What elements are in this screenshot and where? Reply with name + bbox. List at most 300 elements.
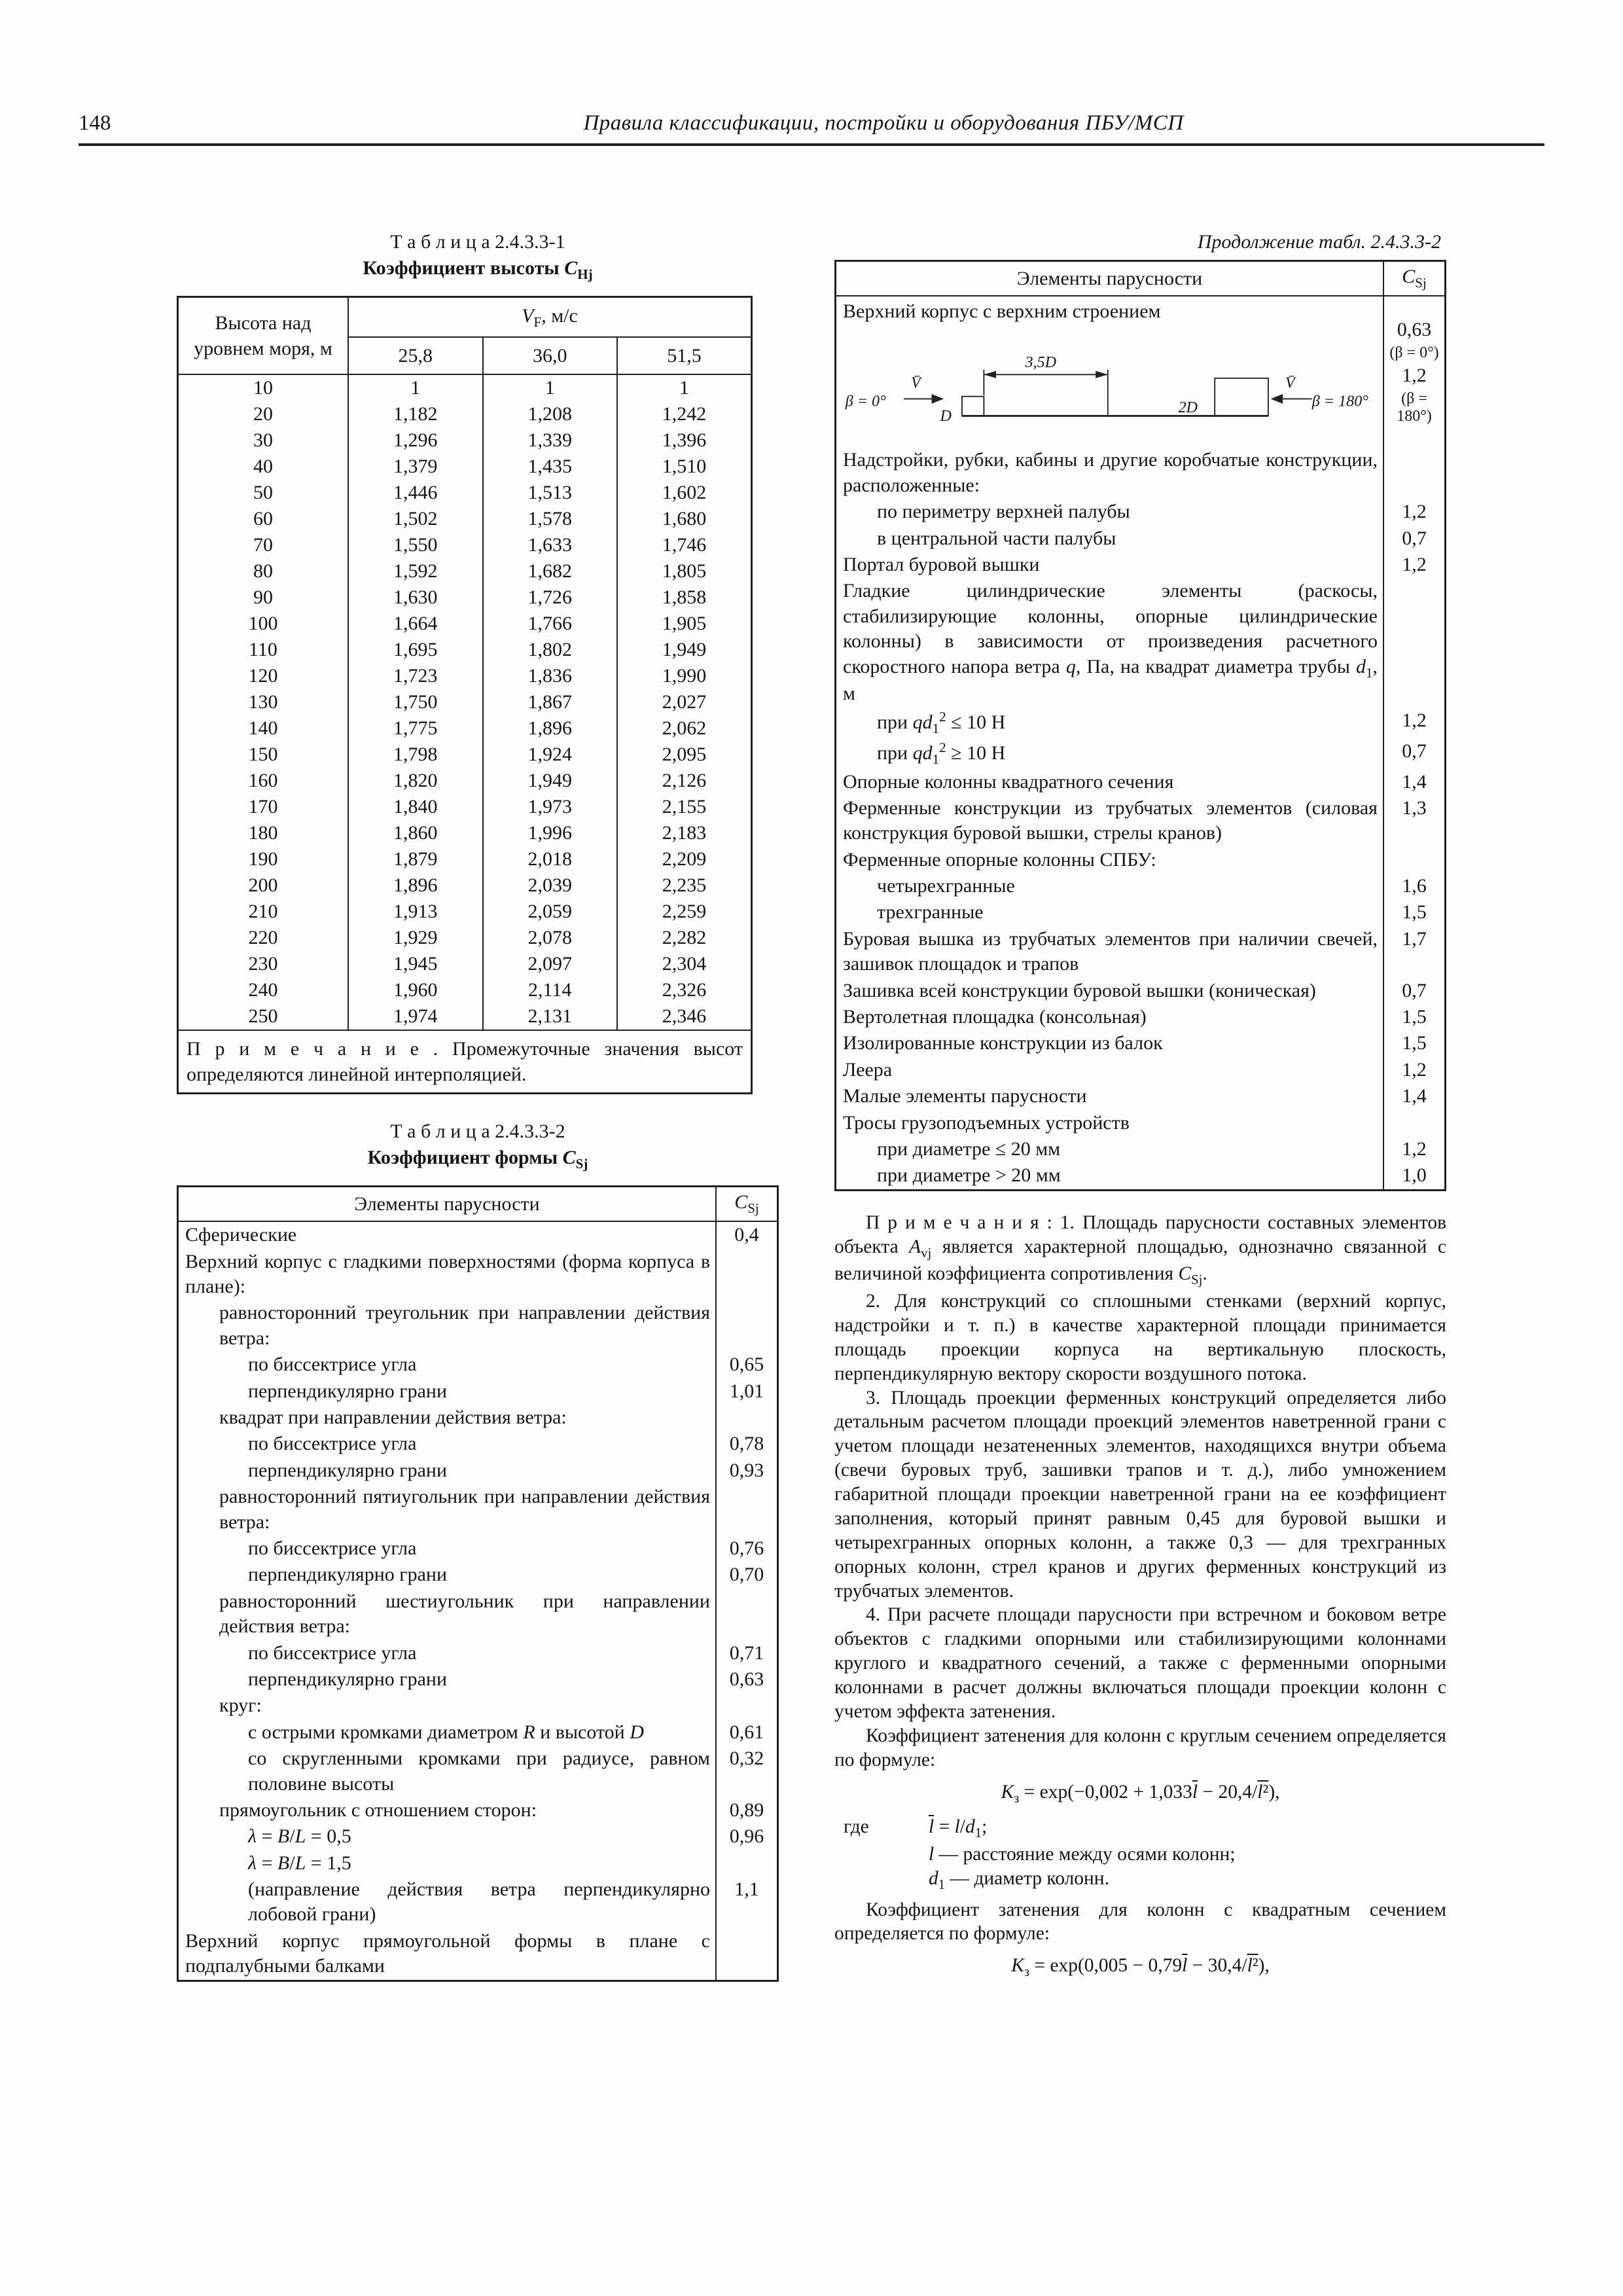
height-coefficient-table: [177, 296, 753, 1094]
table-row: [178, 480, 752, 506]
coefficient-cell: 1,695: [348, 637, 483, 663]
coef-beta-0: 0,63: [1397, 319, 1432, 341]
height-cell: 60: [178, 506, 349, 532]
coefficient-cell: 1,945: [348, 951, 483, 977]
table-row: [178, 558, 752, 584]
table2-title: Коэффициент формы $C_{Sj}$: [367, 1147, 588, 1172]
coefficient-value: 0,32: [716, 1746, 778, 1797]
table-row: [836, 526, 1446, 552]
table-row: [178, 1876, 778, 1928]
coefficient-value: [1383, 578, 1446, 707]
coefficient-value: 1,5: [1383, 899, 1446, 925]
element-label: по биссектрисе угла: [248, 1354, 417, 1376]
coefficient-value: 1,2: [1383, 552, 1446, 578]
height-cell: 70: [178, 532, 349, 558]
table-row: [178, 427, 752, 454]
coefficient-cell: 1,879: [348, 846, 483, 872]
height-cell: 120: [178, 663, 349, 689]
table-row: [178, 977, 752, 1003]
coefficient-cell: 1,513: [483, 480, 618, 506]
coefficient-cell: 2,114: [483, 977, 618, 1003]
coefficient-value: 1,2: [1383, 1136, 1446, 1162]
shading-formula-square-columns: $K_з = \exp(0,005 - 0,79\overline{l} - 30,4/l^2)$,: [1011, 1955, 1270, 1980]
table-row: [178, 1221, 778, 1248]
table-row: [836, 1030, 1446, 1056]
element-label: Надстройки, рубки, кабины и другие коробчатые конструкции, расположенные:: [843, 449, 1378, 496]
coefficient-value: 0,7: [1383, 738, 1446, 769]
coefficient-cell: 2,304: [617, 951, 752, 977]
coefficient-cell: 1,860: [348, 820, 483, 846]
table-row: [178, 611, 752, 637]
height-cell: 80: [178, 558, 349, 584]
element-label: равносторонний шестиугольник при направлении действия ветра:: [219, 1590, 710, 1638]
coefficient-cell: 1,820: [348, 768, 483, 794]
coefficient-cell: 2,095: [617, 742, 752, 768]
where-line-lbar: $\overline{l} = l/d_1$;: [929, 1816, 988, 1841]
wind-speed-group-header: $V_F$, м/с: [348, 297, 752, 338]
dim-arrow-left: [984, 371, 996, 378]
coefficient-cell: 2,259: [617, 899, 752, 925]
table1-caption: Т а б л и ц а 2.4.3.3-1: [390, 231, 565, 253]
coefficient-cell: 1,896: [348, 872, 483, 899]
speed-col-header: 36,0: [483, 337, 618, 374]
height-cell: 250: [178, 1003, 349, 1030]
table-row: [178, 374, 752, 401]
coefficient-cell: 1,723: [348, 663, 483, 689]
element-label: со скругленными кромками при радиусе, равном половине высоты: [248, 1748, 710, 1795]
coefficient-cell: 1,510: [617, 454, 752, 480]
coefficient-cell: 1,592: [348, 558, 483, 584]
coefficient-cell: 1,680: [617, 506, 752, 532]
coefficient-cell: 2,059: [483, 899, 618, 925]
coefficient-cell: 1,905: [617, 611, 752, 637]
height-cell: 50: [178, 480, 349, 506]
height-cell: 200: [178, 872, 349, 899]
coefficient-value: [716, 1588, 778, 1640]
table-row: [178, 820, 752, 846]
table-row: [178, 1405, 778, 1431]
coefficient-value: 0,70: [716, 1562, 778, 1588]
table-row: [178, 1249, 778, 1300]
coefficient-cell: 1,929: [348, 925, 483, 951]
coefficient-value: 0,93: [716, 1458, 778, 1484]
table-row: [178, 506, 752, 532]
page-number: 148: [79, 111, 111, 135]
cont-table-header: [836, 261, 1446, 296]
dim-3-5D-label: 3,5D: [1025, 353, 1057, 372]
coefficient-cell: 2,018: [483, 846, 618, 872]
coefficient-cell: 1,949: [483, 768, 618, 794]
table-row: [178, 584, 752, 611]
wind-vector-label-right: V̄: [1285, 374, 1295, 393]
table-row: [836, 769, 1446, 795]
table1-note: П р и м е ч а н и е . Промежуточные значения высот определяются линейной интерполяцией.: [178, 1030, 752, 1094]
coefficient-cell: 1,974: [348, 1003, 483, 1030]
table-row: [178, 1535, 778, 1562]
table-row: [178, 663, 752, 689]
coefficient-cell: 1,502: [348, 506, 483, 532]
coefficient-value: 1,1: [716, 1876, 778, 1928]
shape-coefficient-table-continued: [834, 260, 1446, 1191]
element-label: Ферменные опорные колонны СПБУ:: [843, 848, 1156, 870]
height-cell: 30: [178, 427, 349, 454]
element-label: перпендикулярно грани: [248, 1564, 447, 1586]
coefficient-cell: 1,924: [483, 742, 618, 768]
height-cell: 230: [178, 951, 349, 977]
table-row: [178, 1458, 778, 1484]
table-row: [178, 925, 752, 951]
coefficient-value: 1,5: [1383, 1004, 1446, 1030]
coefficient-value: 1,4: [1383, 1083, 1446, 1109]
coefficient-value: 1,2: [1383, 708, 1446, 738]
coefficient-cell: 2,346: [617, 1003, 752, 1030]
coefficient-cell: 1,896: [483, 715, 618, 742]
coefficient-cell: 1,798: [348, 742, 483, 768]
table-row: [178, 899, 752, 925]
table-row: [178, 951, 752, 977]
coefficient-cell: 2,131: [483, 1003, 618, 1030]
height-cell: 140: [178, 715, 349, 742]
coefficient-value: 1,5: [1383, 1030, 1446, 1056]
deckhouse-box-D: [962, 397, 984, 416]
element-label: Зашивка всей конструкции буровой вышки (коническая): [843, 979, 1316, 1001]
coefficient-cell: 1,633: [483, 532, 618, 558]
beta-0-label: β = 0°: [845, 392, 886, 410]
table-row: [178, 715, 752, 742]
coefficient-value: [716, 1300, 778, 1352]
coefficient-cell: 2,235: [617, 872, 752, 899]
element-label: при диаметре ≤ 20 мм: [877, 1138, 1061, 1160]
element-label: (направление действия ветра перпендикулярно лобовой грани): [248, 1878, 710, 1926]
element-label: в центральной части палубы: [877, 527, 1116, 549]
height-cell: 190: [178, 846, 349, 872]
table-row: [836, 1057, 1446, 1083]
table-row: [178, 1746, 778, 1797]
coefficient-cell: 1: [483, 374, 618, 401]
coefficient-value: 1,3: [1383, 795, 1446, 847]
element-label: Изолированные конструкции из балок: [843, 1032, 1163, 1054]
table-row: [836, 899, 1446, 925]
element-label: Верхний корпус с гладкими поверхностями (форма корпуса в плане):: [185, 1250, 710, 1298]
note-paragraph-6: Коэффициент затенения для колонн с квадратным сечением определяется по формуле:: [834, 1899, 1446, 1945]
table-row: [178, 1797, 778, 1823]
element-label: λ = B/L = 1,5: [248, 1852, 351, 1874]
coefficient-cell: 1,602: [617, 480, 752, 506]
note-paragraph-3: 3. Площадь проекции ферменных конструкций определяется либо детальным расчетом площади проекций элементов наветренной грани с учетом площади незатененных элементов, находящихся внутри объема (свечи буровых труб, зашивки трапов и т. д.), либо умножением габаритной площади проекции наветренной грани на ее коэффициент заполнения, который принят равным 0,45 для буровой вышки и четырехгранных опорных колонн, а также 0,3 — для трехгранных опорных колонн, стрел кранов и других ферменных конструкций из трубчатых элементов.: [834, 1387, 1446, 1602]
table-row: [178, 742, 752, 768]
coefficient-cell: 1,435: [483, 454, 618, 480]
coefficient-cell: 1,550: [348, 532, 483, 558]
coef-beta-180-cond: (β = 180°): [1397, 389, 1432, 425]
elements-column-header: Элементы парусности: [836, 261, 1384, 296]
height-cell: 160: [178, 768, 349, 794]
height-cell: 220: [178, 925, 349, 951]
element-label: при $qd_1^2 \le 10$ Н: [877, 708, 1006, 736]
table-row: [836, 296, 1446, 447]
element-label: перпендикулярно грани: [248, 1459, 447, 1481]
table-row: [836, 1083, 1446, 1109]
coef-beta-180: 1,2: [1402, 365, 1427, 387]
notes-section: [834, 1211, 1446, 1981]
coefficient-cell: 2,078: [483, 925, 618, 951]
table-row: [178, 846, 752, 872]
table-row: [178, 637, 752, 663]
coefficient-cell: 2,326: [617, 977, 752, 1003]
coefficient-cell: 2,062: [617, 715, 752, 742]
table-row: [836, 1136, 1446, 1162]
element-label: Верхний корпус прямоугольной формы в плане с подпалубными балками: [185, 1929, 710, 1977]
element-label: квадрат при направлении действия ветра:: [219, 1407, 567, 1429]
element-label: Малые элементы парусности: [843, 1085, 1087, 1107]
element-label: при $qd_1^2 \ge 10$ Н: [877, 739, 1006, 767]
table-row: [178, 1378, 778, 1405]
coefficient-cell: 2,097: [483, 951, 618, 977]
coefficient-cell: 1,630: [348, 584, 483, 611]
height-cell: 100: [178, 611, 349, 637]
coefficient-cell: 1,446: [348, 480, 483, 506]
table-row: [178, 1003, 752, 1030]
cont-table-body: [836, 447, 1446, 1190]
table-row: [178, 1823, 778, 1850]
coefficient-cell: 1,867: [483, 689, 618, 715]
coefficient-cell: 1,664: [348, 611, 483, 637]
table-row: [178, 768, 752, 794]
coefficient-value: [716, 1249, 778, 1300]
coefficient-value: 1,6: [1383, 873, 1446, 899]
coefficient-value: 0,78: [716, 1431, 778, 1457]
height-cell: 210: [178, 899, 349, 925]
element-label: с острыми кромками диаметром R и высотой D: [248, 1721, 644, 1743]
table-row: [178, 1352, 778, 1378]
coefficient-cell: 1,766: [483, 611, 618, 637]
coefficient-cell: 1,750: [348, 689, 483, 715]
coefficient-value: [716, 1850, 778, 1876]
elements-column-header: Элементы парусности: [178, 1187, 717, 1222]
coefficient-cell: 1: [348, 374, 483, 401]
height-column-header: Высота над уровнем моря, м: [178, 297, 349, 375]
coefficient-value: 0,96: [716, 1823, 778, 1850]
table-row: [178, 1484, 778, 1535]
table-row: [836, 795, 1446, 847]
page-header: [79, 111, 1544, 146]
coefficient-cell: 1,775: [348, 715, 483, 742]
coefficient-cell: 1,840: [348, 794, 483, 820]
where-line-d1: $d_1$ — диаметр колонн.: [929, 1867, 1109, 1892]
table-row: [836, 926, 1446, 978]
coefficient-cell: 2,126: [617, 768, 752, 794]
element-label: круг:: [219, 1695, 262, 1717]
table1-title: Коэффициент высоты $C_{Hj}$: [363, 257, 593, 282]
table2cont-caption: Продолжение табл. 2.4.3.3-2: [1197, 231, 1441, 253]
coefficient-cell: 1,296: [348, 427, 483, 454]
height-cell: 90: [178, 584, 349, 611]
table-row: [178, 401, 752, 427]
note-paragraph-1: П р и м е ч а н и я : 1. Площадь парусности составных элементов объекта $A_{vj}$ является характерной площадью, однозначно связанной с величиной коэффициента сопротивления $C_{Sj}$.: [834, 1211, 1446, 1288]
element-label: Опорные колонны квадратного сечения: [843, 770, 1174, 793]
table-row: [178, 1431, 778, 1457]
element-label: прямоугольник с отношением сторон:: [219, 1799, 537, 1821]
height-table-body: [178, 374, 752, 1030]
coefficient-cell: 2,209: [617, 846, 752, 872]
coefficient-value: 0,76: [716, 1535, 778, 1562]
coefficient-value: 0,71: [716, 1640, 778, 1666]
upper-hull-cell: [836, 296, 1384, 447]
coefficient-value: [1383, 1110, 1446, 1136]
coefficient-cell: 2,183: [617, 820, 752, 846]
coefficient-value: [1383, 447, 1446, 499]
table-row: [178, 532, 752, 558]
height-table-footer: [178, 1030, 752, 1094]
height-table-header: [178, 297, 752, 375]
element-label: равносторонний треугольник при направлении действия ветра:: [219, 1302, 710, 1349]
table-row: [178, 1850, 778, 1876]
table-row: [836, 1004, 1446, 1030]
coefficient-cell: 1,726: [483, 584, 618, 611]
two-column-layout: [177, 231, 1544, 1989]
coefficient-cell: 1,913: [348, 899, 483, 925]
dim-arrow-right: [1096, 371, 1108, 378]
coefficient-value: 0,65: [716, 1352, 778, 1378]
coefficient-value: 0,61: [716, 1719, 778, 1746]
height-cell: 240: [178, 977, 349, 1003]
coefficient-value: 1,2: [1383, 499, 1446, 525]
element-label: Тросы грузоподъемных устройств: [843, 1111, 1130, 1134]
table-row: [836, 738, 1446, 769]
element-label: по периметру верхней палубы: [877, 501, 1130, 523]
table-row: [178, 454, 752, 480]
table-row: [836, 578, 1446, 707]
wind-arrow-left-head: [932, 394, 944, 404]
right-column: [834, 231, 1446, 1989]
height-cell: 170: [178, 794, 349, 820]
coefficient-value: 1,4: [1383, 769, 1446, 795]
coefficient-value: [716, 1693, 778, 1719]
table-row: [836, 1162, 1446, 1190]
height-cell: 180: [178, 820, 349, 846]
element-label: Гладкие цилиндрические элементы (раскосы, стабилизирующие колонны, опорные цилиндрические колонны) в зависимости от произведения расчетного скоростного напора ветра q, Па, на квадрат диаметра трубы $d_1$, м: [843, 580, 1378, 705]
table2-caption: Т а б л и ц а 2.4.3.3-2: [390, 1121, 565, 1143]
coefficient-cell: 1,960: [348, 977, 483, 1003]
coefficient-cell: 1,973: [483, 794, 618, 820]
coefficient-cell: 1,836: [483, 663, 618, 689]
coef-beta-0-cond: (β = 0°): [1389, 344, 1439, 361]
height-cell: 150: [178, 742, 349, 768]
where-line-l: l — расстояние между осями колонн;: [929, 1843, 1236, 1865]
element-label: Сферические: [185, 1224, 297, 1246]
table-row: [836, 447, 1446, 499]
coefficient-value: [716, 1484, 778, 1535]
element-label: перпендикулярно грани: [248, 1668, 447, 1690]
table-row: [836, 1110, 1446, 1136]
table-row: [178, 872, 752, 899]
left-column: [177, 231, 779, 1989]
element-label: четырехгранные: [877, 875, 1015, 897]
coefficient-value: 1,2: [1383, 1057, 1446, 1083]
coefficient-value: 1,0: [1383, 1162, 1446, 1190]
table-row: [178, 689, 752, 715]
table-row: [178, 1928, 778, 1981]
where-label: где: [844, 1816, 869, 1838]
wind-vector-label-left: V̄: [910, 374, 921, 393]
coefficient-value: [716, 1928, 778, 1981]
table-row: [836, 708, 1446, 738]
coefficient-cell: 2,027: [617, 689, 752, 715]
coefficient-cell: 1,805: [617, 558, 752, 584]
element-label: перпендикулярно грани: [248, 1380, 447, 1402]
coefficient-value: 1,01: [716, 1378, 778, 1405]
element-label: при диаметре > 20 мм: [877, 1164, 1061, 1187]
upper-hull-diagram: [843, 329, 1378, 442]
coefficient-column-header: $C_{Sj}$: [716, 1187, 778, 1222]
note-paragraph-4: 4. При расчете площади парусности при встречном и боковом ветре объектов с гладкими опорными или стабилизирующими колоннами круглого и квадратного сечений, а также с ферменными опорными колоннами в расчет должны включаться площади проекции колонн с учетом эффекта затенения.: [834, 1604, 1446, 1722]
coefficient-column-header: $C_{Sj}$: [1383, 261, 1446, 296]
table-row: [178, 1693, 778, 1719]
element-label: λ = B/L = 0,5: [248, 1825, 351, 1848]
deckhouse-box-2D: [1215, 378, 1268, 416]
height-cell: 20: [178, 401, 349, 427]
coefficient-cell: 1,396: [617, 427, 752, 454]
table-row: [178, 794, 752, 820]
coefficient-cell: 2,155: [617, 794, 752, 820]
table-row: [178, 1300, 778, 1352]
coefficient-value: 0,7: [1383, 978, 1446, 1004]
shape-coefficient-table: [177, 1185, 779, 1981]
coefficient-cell: 1,682: [483, 558, 618, 584]
coefficient-cell: 1,990: [617, 663, 752, 689]
shape-table-header: [178, 1187, 778, 1222]
table-row: [178, 1719, 778, 1746]
table-row: [836, 552, 1446, 578]
element-label: Леера: [843, 1058, 893, 1081]
coefficient-value: [716, 1405, 778, 1431]
coefficient-cell: 1,182: [348, 401, 483, 427]
element-label: Буровая вышка из трубчатых элементов при наличии свечей, зашивок площадок и трапов: [843, 927, 1378, 975]
coefficient-cell: 1,996: [483, 820, 618, 846]
shape-table-body: [178, 1221, 778, 1981]
coefficient-value: [1383, 296, 1446, 447]
note-paragraph-5: Коэффициент затенения для колонн с круглым сечением определяется по формуле:: [834, 1725, 1446, 1770]
coefficient-cell: 1,802: [483, 637, 618, 663]
element-label: равносторонний пятиугольник при направлении действия ветра:: [219, 1486, 710, 1533]
height-cell: 130: [178, 689, 349, 715]
coefficient-cell: 1,746: [617, 532, 752, 558]
coefficient-cell: 1,242: [617, 401, 752, 427]
table-row: [836, 873, 1446, 899]
shading-formula-round-columns: $K_з = \exp(-0,002 + 1,033\overline{l} - 20,4/l^2)$,: [1001, 1781, 1280, 1806]
coefficient-cell: 1,339: [483, 427, 618, 454]
speed-col-header: 25,8: [348, 337, 483, 374]
cont-table-first-row: [836, 296, 1446, 447]
coefficient-value: 0,63: [716, 1666, 778, 1693]
height-cell: 40: [178, 454, 349, 480]
table-row: [178, 1666, 778, 1693]
coefficient-cell: 1,578: [483, 506, 618, 532]
d-height-label: D: [940, 407, 952, 425]
coefficient-cell: 1: [617, 374, 752, 401]
2d-height-label: 2D: [1178, 399, 1198, 417]
coefficient-cell: 1,208: [483, 401, 618, 427]
coefficient-value: 0,4: [716, 1221, 778, 1248]
coefficient-cell: 2,282: [617, 925, 752, 951]
where-lines: [929, 1815, 1446, 1893]
table-row: [836, 978, 1446, 1004]
element-label: по биссектрисе угла: [248, 1537, 417, 1559]
height-cell: 10: [178, 374, 349, 401]
element-label: трехгранные: [877, 901, 984, 924]
note-paragraph-2: 2. Для конструкций со сплошными стенками (верхний корпус, надстройки и т. п.) в качестве характерной площади принимается площадь проекции корпуса на вертикальную плоскость, перпендикулярную вектору скорости воздушного потока.: [834, 1291, 1446, 1384]
coefficient-value: 0,89: [716, 1797, 778, 1823]
coefficient-cell: 2,039: [483, 872, 618, 899]
